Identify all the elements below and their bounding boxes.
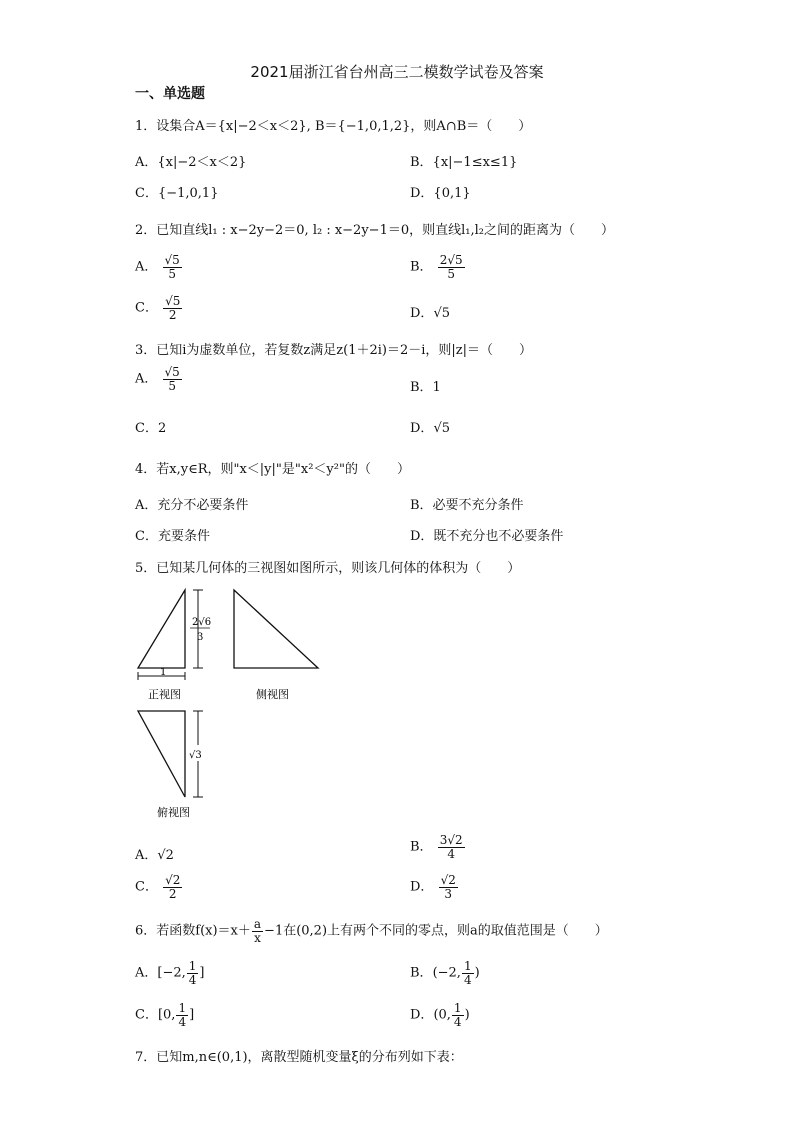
- question-6-stem: 6．若函数f(x)＝x＋ $\frac{a}{x}$ −1在(0,2)上有两个不同的零点，则a的取值范围是（ ）: [135, 917, 608, 945]
- top-length-label: √3: [189, 750, 202, 761]
- question-5-option-c: C． $\frac{√2}{2}$: [135, 873, 181, 901]
- base-label: 1: [160, 667, 167, 678]
- question-3-option-b: B．1: [410, 380, 441, 395]
- question-3-stem: 3．已知i为虚数单位，若复数z满足z(1＋2i)＝2－i，则|z|＝（ ）: [135, 343, 533, 358]
- fraction: $\frac{a}{x}$: [253, 917, 262, 945]
- top-view-triangle: [138, 711, 185, 797]
- question-3-option-c: C．2: [135, 421, 167, 436]
- question-6-option-d: D．(0, $\frac{1}{4}$ ): [410, 1001, 470, 1029]
- side-view-label: 侧视图: [256, 688, 289, 701]
- fraction: $\frac{1}{4}$: [178, 1001, 187, 1029]
- question-6-option-c: C．[0, $\frac{1}{4}$ ]: [135, 1001, 195, 1029]
- three-view-figure: [130, 585, 330, 820]
- fraction: $\frac{1}{4}$: [188, 959, 197, 987]
- question-4-option-d: D．既不充分也不必要条件: [410, 529, 564, 544]
- question-4-option-a: A．充分不必要条件: [135, 498, 249, 513]
- fraction: $\frac{1}{4}$: [453, 1001, 462, 1029]
- question-2-stem: 2．已知直线l₁ : x−2y−2＝0, l₂ : x−2y−1＝0，则直线l₁,l₂之间的距离为（ ）: [135, 223, 614, 238]
- question-1-option-d: D．{0,1}: [410, 186, 471, 201]
- question-2-option-c: C． $\frac{√5}{2}$: [135, 294, 181, 322]
- fraction: $\frac{2√5}{5}$: [439, 253, 463, 281]
- front-view-triangle: [138, 590, 185, 668]
- question-2-option-b: B． $\frac{2√5}{5}$: [410, 253, 463, 281]
- question-2-option-a: A． $\frac{√5}{5}$: [135, 253, 180, 281]
- question-3-option-a: A． $\frac{√5}{5}$: [135, 365, 180, 393]
- question-5-stem: 5．已知某几何体的三视图如图所示，则该几何体的体积为（ ）: [135, 561, 521, 576]
- height-label-denominator: 3: [197, 632, 204, 643]
- fraction: $\frac{1}{4}$: [463, 959, 472, 987]
- question-5-option-b: B． $\frac{3√2}{4}$: [410, 833, 463, 861]
- question-5-option-d: D． $\frac{√2}{3}$: [410, 873, 456, 901]
- front-view-label: 正视图: [148, 688, 181, 701]
- side-view-triangle: [234, 590, 318, 668]
- question-2-option-d: D．√5: [410, 306, 450, 321]
- question-1-option-a: A．{x|−2＜x＜2}: [135, 155, 247, 170]
- height-label-numerator: 2√6: [192, 617, 212, 628]
- question-4-stem: 4．若x,y∈R，则"x＜|y|"是"x²＜y²"的（ ）: [135, 462, 410, 477]
- question-5-option-a: A．√2: [135, 848, 174, 863]
- document-title: 2021届浙江省台州高三二模数学试卷及答案: [250, 63, 544, 81]
- question-1-stem: 1．设集合A＝{x|−2＜x＜2}, B＝{−1,0,1,2}，则A∩B＝（ ）: [135, 119, 532, 134]
- question-3-option-d: D．√5: [410, 421, 450, 436]
- question-1-option-b: B．{x|−1≤x≤1}: [410, 155, 518, 170]
- fraction: $\frac{√5}{5}$: [164, 365, 180, 393]
- question-6-option-a: A．[−2, $\frac{1}{4}$ ]: [135, 959, 205, 987]
- fraction: $\frac{3√2}{4}$: [439, 833, 463, 861]
- question-4-option-b: B．必要不充分条件: [410, 498, 524, 513]
- question-7-stem: 7．已知m,n∈(0,1)，离散型随机变量ξ的分布列如下表：: [135, 1050, 463, 1065]
- top-view-label: 俯视图: [157, 806, 190, 819]
- fraction: $\frac{√5}{5}$: [164, 253, 180, 281]
- fraction: $\frac{√2}{2}$: [165, 873, 181, 901]
- question-4-option-c: C．充要条件: [135, 529, 210, 544]
- section-heading: 一、单选题: [135, 86, 205, 102]
- fraction: $\frac{√2}{3}$: [440, 873, 456, 901]
- question-1-option-c: C．{−1,0,1}: [135, 186, 219, 201]
- question-6-option-b: B．(−2, $\frac{1}{4}$ ): [410, 959, 480, 987]
- fraction: $\frac{√5}{2}$: [165, 294, 181, 322]
